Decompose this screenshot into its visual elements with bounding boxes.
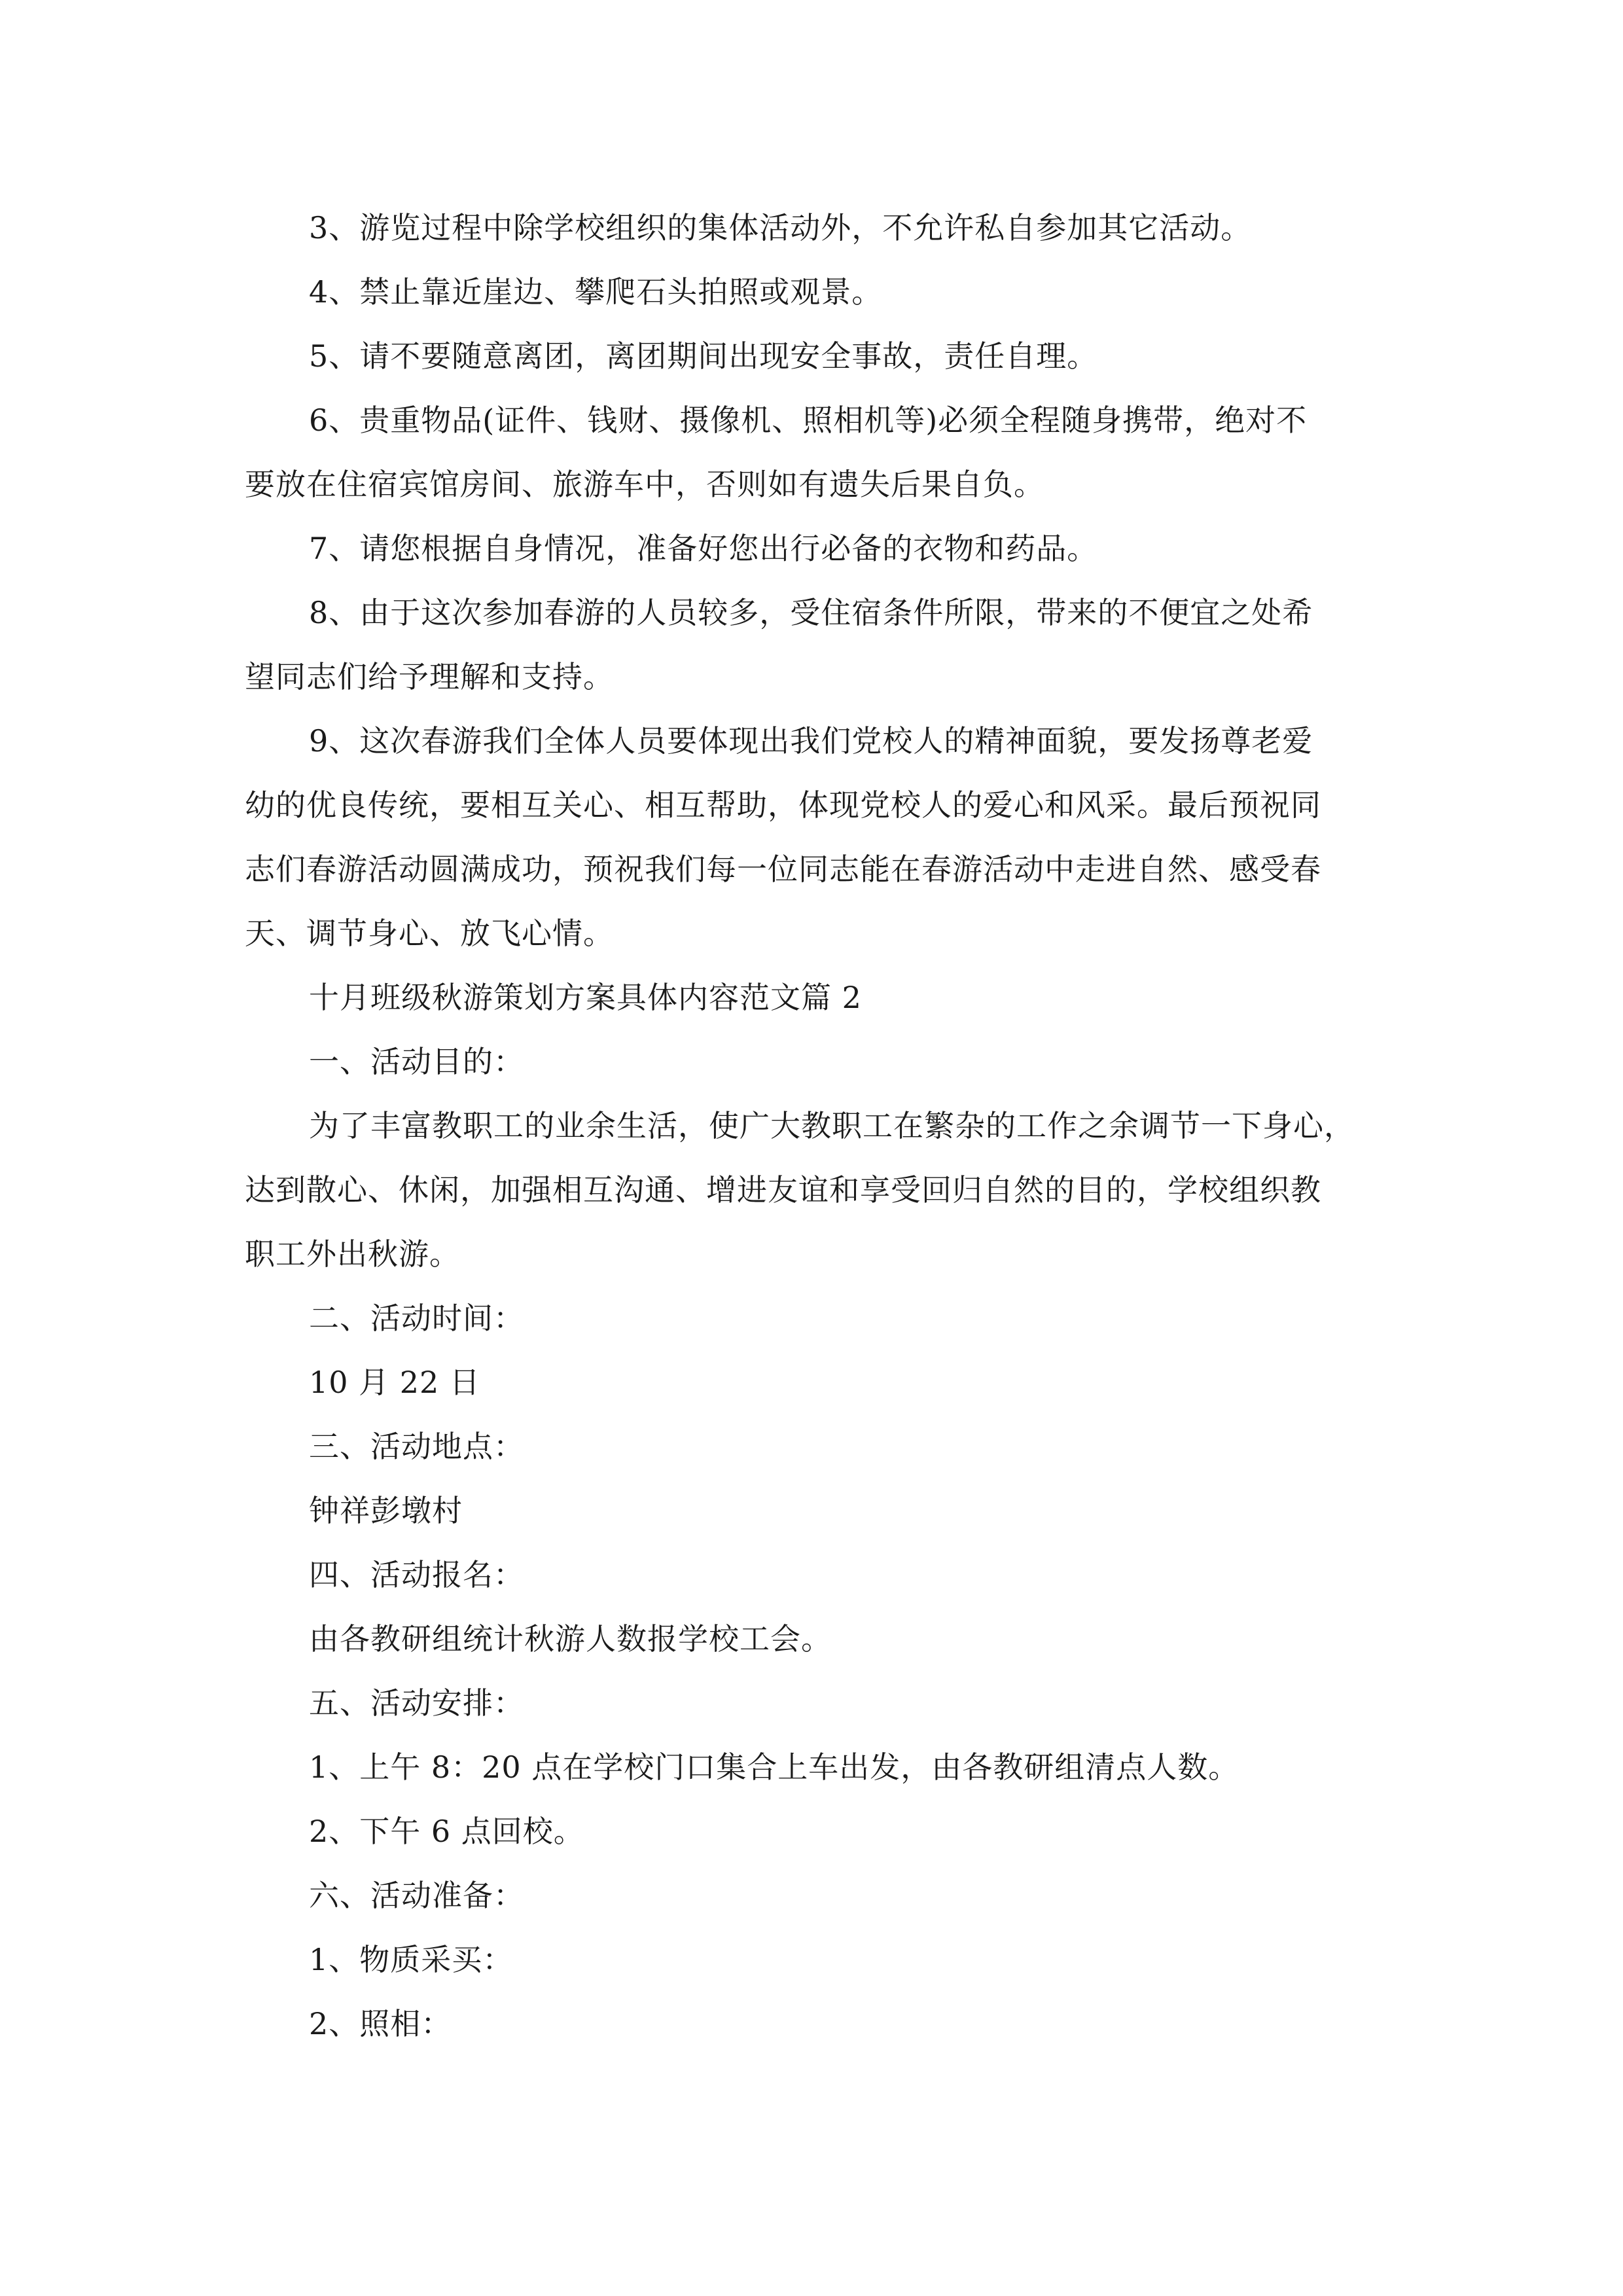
section-heading: 五、活动安排：: [309, 1685, 524, 1721]
paragraph-line: 天、调节身心、放飞心情。: [245, 916, 614, 951]
paragraph-line: 3、游览过程中除学校组织的集体活动外，不允许私自参加其它活动。: [309, 210, 1252, 245]
paragraph-line: 为了丰富教职工的业余生活，使广大教职工在繁杂的工作之余调节一下身心，: [309, 1108, 1355, 1143]
paragraph-line: 2、照相：: [309, 2006, 452, 2041]
section-heading: 六、活动准备：: [309, 1878, 524, 1913]
paragraph-line: 1、物质采买：: [309, 1942, 514, 1977]
paragraph-line: 达到散心、休闲，加强相互沟通、增进友谊和享受回归自然的目的，学校组织教: [245, 1172, 1321, 1208]
paragraph-line: 钟祥彭墩村: [309, 1493, 463, 1528]
paragraph-line: 8、由于这次参加春游的人员较多，受住宿条件所限，带来的不便宜之处希: [309, 595, 1313, 630]
paragraph-line: 2、下午 6 点回校。: [309, 1814, 584, 1849]
paragraph-line: 职工外出秋游。: [245, 1236, 460, 1272]
paragraph-line: 9、这次春游我们全体人员要体现出我们党校人的精神面貌，要发扬尊老爱: [309, 723, 1313, 759]
paragraph-line: 7、请您根据自身情况，准备好您出行必备的衣物和药品。: [309, 531, 1098, 566]
section-heading: 四、活动报名：: [309, 1557, 524, 1592]
paragraph-line: 4、禁止靠近崖边、攀爬石头拍照或观景。: [309, 274, 883, 310]
section-heading: 二、活动时间：: [309, 1300, 524, 1336]
paragraph-line: 6、贵重物品(证件、钱财、摄像机、照相机等)必须全程随身携带，绝对不: [309, 403, 1308, 438]
section-heading: 一、活动目的：: [309, 1044, 524, 1079]
paragraph-line: 要放在住宿宾馆房间、旅游车中，否则如有遗失后果自负。: [245, 467, 1044, 502]
paragraph-line: 10 月 22 日: [309, 1365, 480, 1400]
paragraph-line: 1、上午 8：20 点在学校门口集合上车出发，由各教研组清点人数。: [309, 1749, 1240, 1785]
section-title: 十月班级秋游策划方案具体内容范文篇 2: [309, 980, 862, 1015]
paragraph-line: 幼的优良传统，要相互关心、相互帮助，体现党校人的爱心和风采。最后预祝同: [245, 787, 1321, 823]
paragraph-line: 5、请不要随意离团，离团期间出现安全事故，责任自理。: [309, 338, 1098, 374]
section-heading: 三、活动地点：: [309, 1429, 524, 1464]
paragraph-line: 志们春游活动圆满成功，预祝我们每一位同志能在春游活动中走进自然、感受春: [245, 852, 1321, 887]
paragraph-line: 由各教研组统计秋游人数报学校工会。: [309, 1621, 832, 1657]
paragraph-line: 望同志们给予理解和支持。: [245, 659, 614, 694]
